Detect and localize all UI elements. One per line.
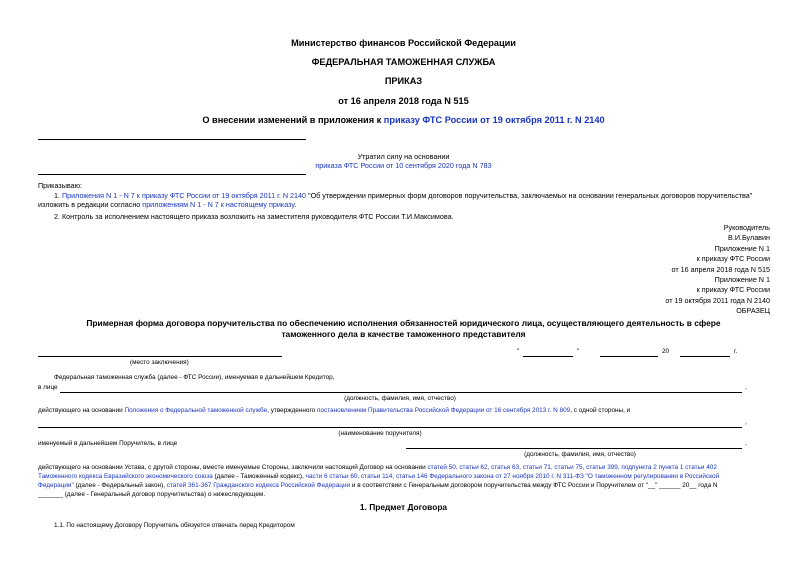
quote-open: " [517,348,520,355]
acting-mid: , утвержденного [267,407,317,414]
doc-type-heading: ПРИКАЗ [384,76,423,86]
signature-line: Приложение N 1 [714,243,770,253]
guarantor-name-line [38,427,742,428]
place-caption: (место заключения) [130,359,189,366]
doc-title [0,114,807,126]
clause-1-1: 1.1. По настоящему Договору Поручитель обязуется отвечать перед Кредитором [54,522,295,529]
lost-force-text: Утратил силу на основании [357,152,450,161]
doc-title-prefix: О внесении изменений в приложения к [202,115,384,125]
form-title-line1: Примерная форма договора поручительства по обеспечению исполнения обязанностей юридического лица, осуществляющего деятельность в сфере [86,318,721,328]
creditor-person-line [60,392,742,393]
signature-line: к приказу ФТС России [696,285,770,295]
position-caption-2: (должность, фамилия, имя, отчество) [524,451,636,458]
basis-line-1 [38,464,717,472]
signature-block [470,223,770,317]
place-field-line [38,356,282,357]
year-suffix: г. [734,348,738,355]
service-heading: ФЕДЕРАЛЬНАЯ ТАМОЖЕННАЯ СЛУЖБА [311,57,496,67]
customs-code-articles-link[interactable]: статей 50, статьи 62, статья 63, статьи 71, статьи 75, статьи 399, подпункта 2 пункта 1 статьи 402 [427,464,717,471]
government-decree-link[interactable]: постановлением Правительства Российской Федерации от 16 сентября 2013 г. N 809 [316,407,571,414]
p1-line2-prefix: изложить в редакции согласно [38,200,143,209]
position-caption: (должность, фамилия, имя, отчество) [344,395,456,402]
basis-line-2 [38,473,719,481]
guarantor-person-line [406,448,742,449]
basis-line3-mid: (далее - Федеральный закон), [73,482,167,489]
p1-text: "Об утверждении примерных форм договоров поручительства, заключаемых на основании генеральных договоров поручительства" [306,191,753,200]
basis-line-3 [38,482,718,490]
federal-law-articles-link[interactable]: части 6 статьи 60, статьи 114, статьи 146 Федерального закона от 27 ноября 2010 г. N 311-ФЗ "О таможенном регулировании в Российской [305,473,720,480]
paragraph-2: 2. Контроль за исполнением настоящего приказа возложить на заместителя руководителя ФТС России Т.И.Максимова. [54,212,454,221]
acting-basis-text [38,407,630,415]
p1-link[interactable]: Приложения N 1 - N 7 к приказу ФТС России от 19 октября 2011 г. N 2140 [62,191,307,200]
p1-prefix: 1. [54,191,62,200]
basis-line-4: _______ (далее - Генеральный договор поручительства) о нижеследующем. [38,491,266,498]
in-person-label: в лице [38,384,58,391]
customs-regulation-link[interactable]: Положения о Федеральной таможенной службе [124,407,268,414]
form-title-line2: таможенного дела в качестве таможенного представителя [281,329,526,339]
p1-line2-suffix: . [294,200,297,209]
year-field-line [680,356,730,357]
signature-line: Руководитель [723,223,770,232]
guarantor-text: именуемый в дальнейшем Поручитель, в лице [38,440,178,447]
civil-code-link[interactable]: статей 361-367 Гражданского кодекса Российской Федерации [166,482,351,489]
creditor-text: Федеральная таможенная служба (далее - ФТС России), именуемая в дальнейшем Кредитор, [54,374,335,381]
signature-line: ОБРАЗЕЦ [736,306,770,316]
lost-force-basis-link[interactable]: приказа ФТС России от 10 сентября 2020 года N 783 [315,161,492,170]
doc-title-link[interactable]: приказу ФТС России от 19 октября 2011 г. N 2140 [383,115,605,125]
basis-line2-mid: (далее - Таможенный кодекс), [212,473,306,480]
separator-line [38,139,306,140]
signature-line: от 19 октября 2011 года N 2140 [665,295,770,305]
basis-line3-suffix: и в соответствии с Генеральным договором поручительства между ФТС России и Поручителем от "__" ______ 20__ года N [350,482,718,489]
ministry-heading: Министерство финансов Российской Федерации [291,38,516,48]
signature-line: В.И.Булавин [728,233,770,243]
day-field-line [523,356,573,357]
signature-line: к приказу ФТС России [696,254,770,264]
comma: , [745,440,747,447]
comma: , [745,419,747,426]
doc-date-number: от 16 апреля 2018 года N 515 [338,96,469,106]
orders-text: Приказываю: [38,181,82,190]
paragraph-1-line2 [38,200,296,210]
signature-line: от 16 апреля 2018 года N 515 [671,264,770,274]
eaeu-customs-code-link[interactable]: Таможенного кодекса Евразийского экономического союза [38,473,213,480]
acting-suffix: , с одной стороны, и [570,407,631,414]
comma: , [745,384,747,391]
basis-prefix: действующего на основании Устава, с другой стороны, вместе именуемые Стороны, заключили настоящий Договор на основании [38,464,428,471]
separator-line [38,174,306,175]
guarantor-caption: (наименование поручителя) [338,430,422,437]
month-field-line [600,356,658,357]
signature-line: Приложение N 1 [714,275,770,285]
p1-line2-link[interactable]: приложениям N 1 - N 7 к настоящему приказу [142,200,295,209]
federal-law-link-end[interactable]: Федерации" [38,482,74,489]
quote-close: " [577,348,580,355]
year-prefix: 20 [662,348,670,355]
acting-prefix: действующего на основании [38,407,125,414]
section-1-heading: 1. Предмет Договора [359,502,448,512]
